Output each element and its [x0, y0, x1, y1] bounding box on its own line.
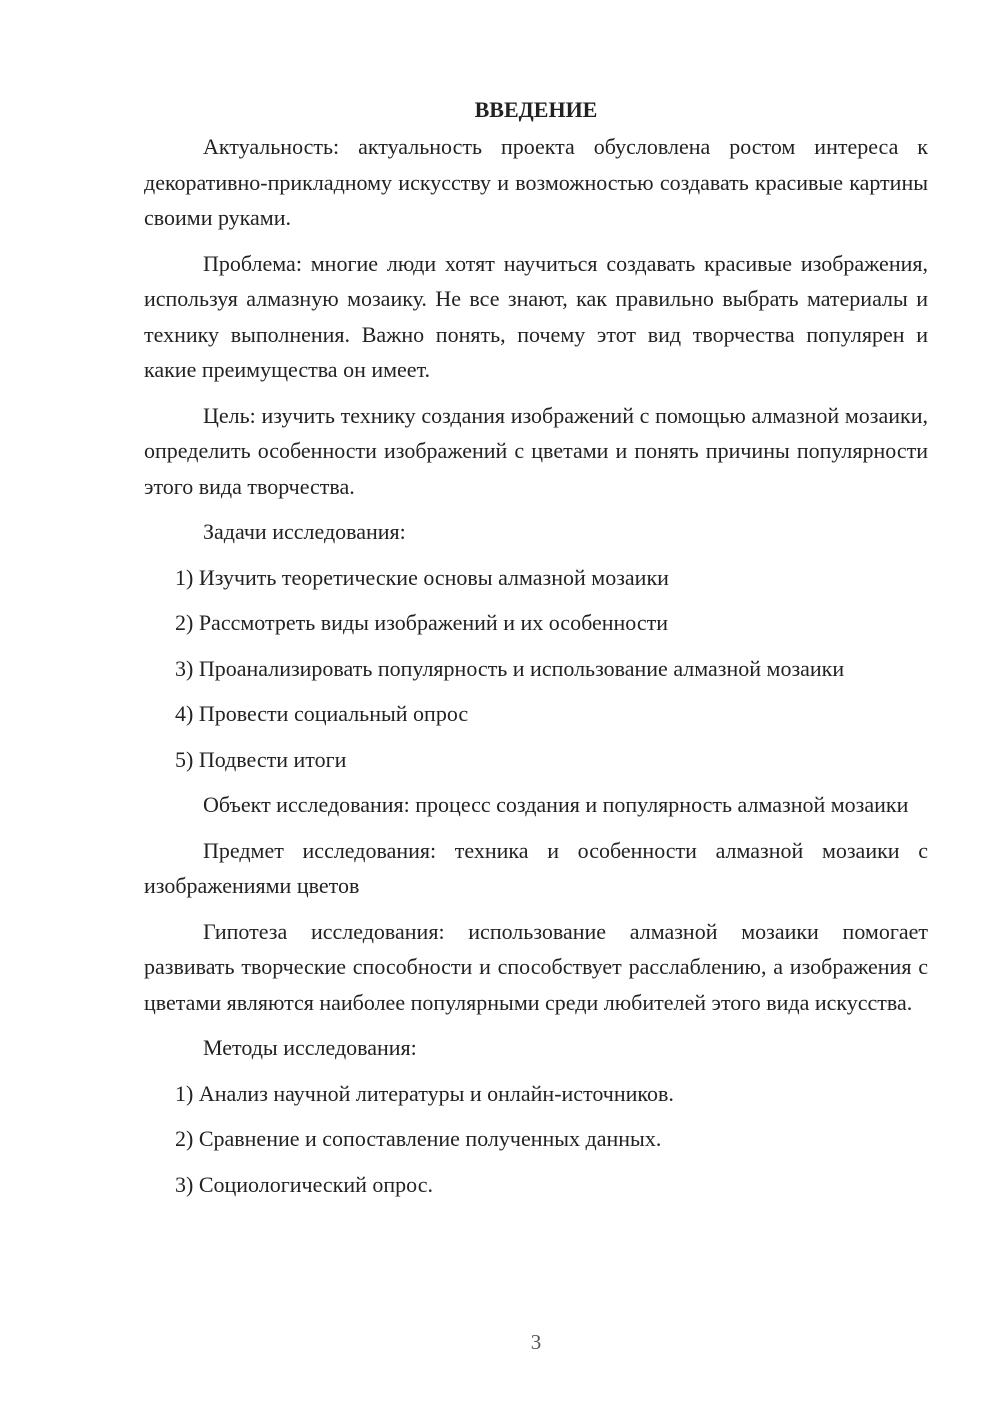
relevance-paragraph: Актуальность: актуальность проекта обусловлена ростом интереса к декоративно-прикладному искусству и возможностью создавать красивые картины своими руками.	[144, 134, 928, 230]
object-paragraph: Объект исследования: процесс создания и популярность алмазной мозаики	[203, 792, 909, 817]
task-item-4: 4) Провести социальный опрос	[175, 701, 469, 726]
problem-paragraph: Проблема: многие люди хотят научиться создавать красивые изображения, используя алмазную мозаику. Не все знают, как правильно выбрать материалы и технику выполнения. Важно понять, почему этот вид творчества популярен и какие преимущества он имеет.	[144, 250, 928, 382]
method-item-3: 3) Социологический опрос.	[175, 1171, 433, 1197]
task-item-3: 3) Проанализировать популярность и использование алмазной мозаики	[175, 655, 845, 681]
hypothesis-paragraph: Гипотеза исследования: использование алмазной мозаики помогает развивать творческие способности и способствует расслаблению, а изображения с цветами являются наиболее популярными среди любителей этого вида искусства.	[144, 918, 928, 1015]
subject-paragraph: Предмет исследования: техника и особенности алмазной мозаики с изображениями цветов	[144, 837, 928, 898]
method-item-2: 2) Сравнение и сопоставление полученных данных.	[175, 1126, 662, 1151]
tasks-heading: Задачи исследования:	[203, 519, 406, 544]
task-item-5: 5) Подвести итоги	[175, 746, 347, 772]
methods-heading: Методы исследования:	[203, 1035, 417, 1060]
page-number: 3	[530, 1330, 542, 1354]
task-item-1: 1) Изучить теоретические основы алмазной мозаики	[175, 564, 669, 590]
method-item-1: 1) Анализ научной литературы и онлайн-источников.	[175, 1080, 674, 1106]
task-item-2: 2) Рассмотреть виды изображений и их особенности	[175, 610, 668, 635]
goal-paragraph: Цель: изучить технику создания изображений с помощью алмазной мозаики, определить особенности изображений с цветами и понять причины популярности этого вида творчества.	[144, 402, 928, 499]
document-page	[144, 92, 928, 1212]
page-title: ВВЕДЕНИЕ	[474, 97, 598, 122]
